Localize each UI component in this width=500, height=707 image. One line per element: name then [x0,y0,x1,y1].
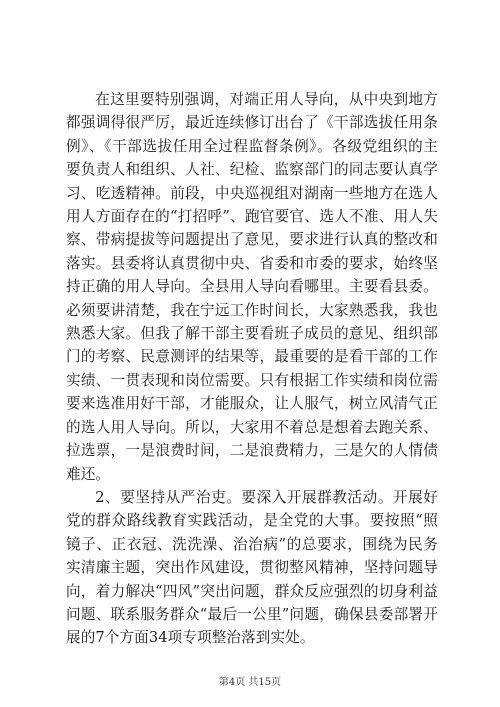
document-body [66,88,438,650]
paragraph-personnel-guidance: 在这里要特别强调，对端正用人导向，从中央到地方都强调得很严厉，最近连续修订出台了《干部选拔任用条例》、《干部选拔任用全过程监督条例》。各级党组织的主要负责人和组织、人社、纪检、监察部门的同志要认真学习、吃透精神。前段，中央巡视组对湖南一些地方在选人用人方面存在的“打招呼”、跑官要官、选人不准、用人失察、带病提拔等问题提出了意见，要求进行认真的整改和落实。县委将认真贯彻中央、省委和市委的要求，始终坚持正确的用人导向。全县用人导向看哪里。主要看县委。必须要讲清楚，我在宁远工作时间长，大家熟悉我，我也熟悉大家。但我了解干部主要看班子成员的意见、组织部门的考察、民意测评的结果等，最重要的是看干部的工作实绩、一贯表现和岗位需要。只有根据工作实绩和岗位需要来选准用好干部，才能服众，让人服气，树立风清气正的选人用人导向。所以，大家用不着总是想着去跑关系、拉选票，一是浪费时间，二是浪费精力，三是欠的人情债难还。 [66,91,438,483]
paragraph-strict-governance: 2、要坚持从严治吏。要深入开展群教活动。开展好党的群众路线教育实践活动，是全党的大事。要按照“照镜子、正衣冠、洗洗澡、治治病”的总要求，围绕为民务实清廉主题，突出作风建设，贯彻整风精神，坚持问题导向，着力解决“四风”突出问题，群众反应强烈的切身利益问题、联系服务群众“最后一公里”问题，确保县委部署开展的7个方面34项专项整治落到实处。 [66,488,438,647]
page-footer: 第4页 共15页 [218,677,282,688]
